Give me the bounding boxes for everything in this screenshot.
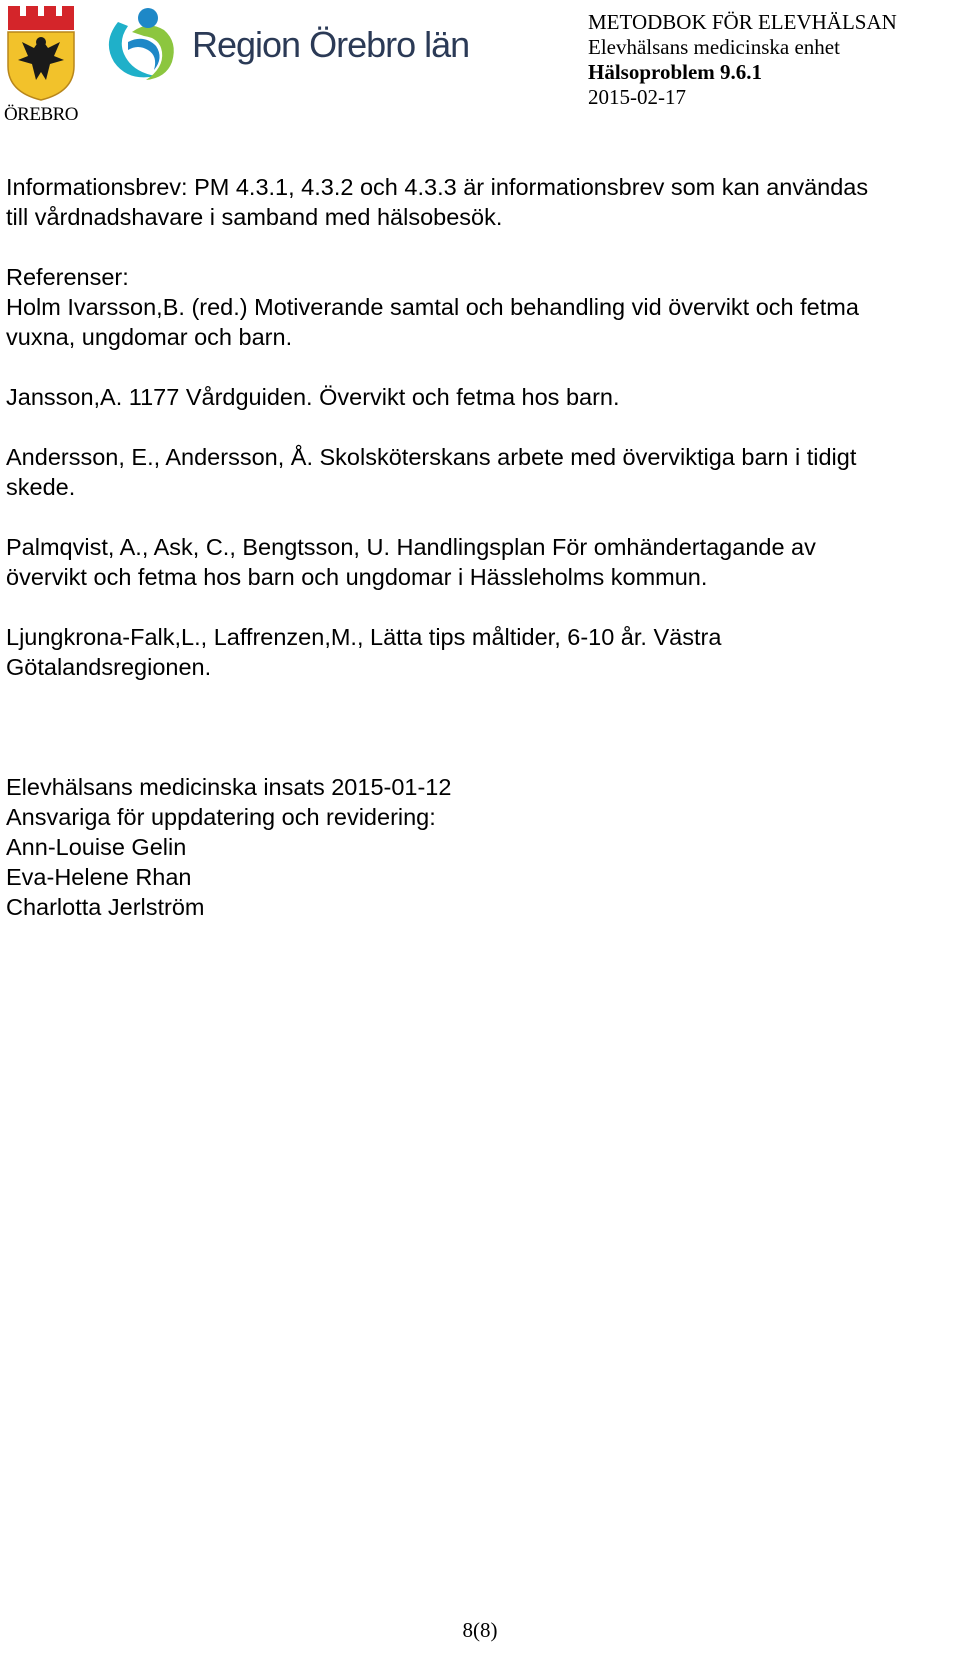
closing-line: Ansvariga för uppdatering och revidering:	[6, 804, 436, 830]
reference-line: Götalandsregionen.	[6, 654, 212, 680]
responsible-person: Ann-Louise Gelin	[6, 834, 187, 860]
region-name: Region Örebro län	[192, 24, 470, 65]
document-header	[0, 0, 960, 130]
reference-line: vuxna, ungdomar och barn.	[6, 324, 293, 350]
responsible-person: Eva-Helene Rhan	[6, 864, 192, 890]
reference-line: övervikt och fetma hos barn och ungdomar i Hässleholms kommun.	[6, 564, 708, 590]
reference-line: Andersson, E., Andersson, Å. Skolsköterskans arbete med överviktiga barn i tidigt	[6, 444, 857, 470]
responsible-person: Charlotta Jerlström	[6, 894, 205, 920]
region-orebro-logo	[98, 2, 190, 86]
reference-line: Ljungkrona-Falk,L., Laffrenzen,M., Lätta tips måltider, 6-10 år. Västra	[6, 624, 722, 650]
reference-line: Palmqvist, A., Ask, C., Bengtsson, U. Handlingsplan För omhändertagande av	[6, 534, 816, 560]
meta-section: Hälsoproblem 9.6.1	[588, 60, 763, 84]
page-number: 8(8)	[462, 1618, 498, 1642]
info-line: till vårdnadshavare i samband med hälsobesök.	[6, 204, 503, 230]
references-heading: Referenser:	[6, 264, 129, 290]
info-line: Informationsbrev: PM 4.3.1, 4.3.2 och 4.3.3 är informationsbrev som kan användas	[6, 174, 869, 200]
reference-line: skede.	[6, 474, 76, 500]
crest-caption: ÖREBRO	[3, 104, 79, 125]
meta-unit: Elevhälsans medicinska enhet	[588, 35, 840, 59]
reference-line: Holm Ivarsson,B. (red.) Motiverande samtal och behandling vid övervikt och fetma	[6, 294, 859, 320]
closing-line: Elevhälsans medicinska insats 2015-01-12	[6, 774, 452, 800]
meta-date: 2015-02-17	[588, 85, 686, 109]
document-meta	[588, 10, 897, 110]
reference-line: Jansson,A. 1177 Vårdguiden. Övervikt och fetma hos barn.	[6, 384, 620, 410]
meta-series: METODBOK FÖR ELEVHÄLSAN	[588, 10, 897, 34]
document-body	[6, 172, 950, 922]
